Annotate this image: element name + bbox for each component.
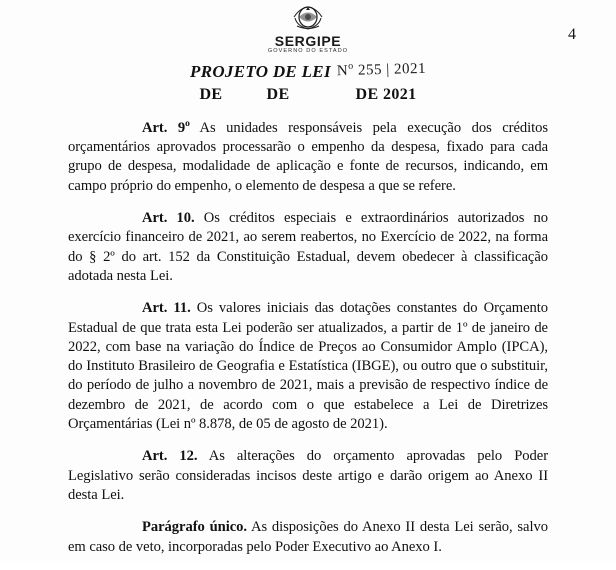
article-paragraph xyxy=(68,518,548,557)
document-body xyxy=(68,115,548,570)
date-line xyxy=(0,86,616,104)
article-paragraph xyxy=(68,115,548,196)
sergipe-state-crest-icon xyxy=(291,4,325,32)
document-title-row xyxy=(0,62,616,82)
document-number xyxy=(337,59,427,80)
page-number: 4 xyxy=(568,26,576,43)
brand-title: SERGIPE xyxy=(274,33,342,49)
brand-subtitle: GOVERNO DO ESTADO xyxy=(267,48,349,54)
document-number-prefix: N xyxy=(336,62,349,80)
article-paragraph xyxy=(68,209,548,286)
article-text: Os créditos especiais e extraordinários autorizados no exercício financeiro de 2021, ao serem reabertos, no Exercício de 2022, na forma do § 2º do art. 152 da Constituição Estadual, devem obedecer à classificação adotada nesta Lei. xyxy=(68,210,549,284)
article-label: Art. 12. xyxy=(142,448,198,465)
article-label: Art. 9 xyxy=(142,119,186,136)
article-label: Art. 11. xyxy=(142,300,191,317)
date-de-2: DE xyxy=(266,86,290,103)
article-paragraph xyxy=(68,447,548,505)
article-label: Art. 10. xyxy=(142,210,195,227)
document-header xyxy=(0,4,616,54)
document-number-sup: o xyxy=(347,60,354,72)
article-text: As disposições do Anexo II desta Lei serão, salvo em caso de veto, incorporadas pelo Poder Executivo ao Anexo I. xyxy=(68,519,548,555)
article-text: As alterações do orçamento aprovadas pelo Poder Legislativo serão consideradas incisos deste artigo e darão origem ao Anexo II desta Lei. xyxy=(68,448,548,503)
article-paragraph xyxy=(68,299,548,434)
article-text: As unidades responsáveis pela execução dos créditos orçamentários aprovados processarão o empenho da despesa, fixado para cada grupo de despesa, modalidade de aplicação e fonte de recursos, indicando, em campo próprio do empenho, o elemento de despesa a que se refere. xyxy=(68,119,549,194)
date-de-year: DE 2021 xyxy=(355,86,417,103)
article-label-sup: o xyxy=(185,119,190,129)
article-text: Os valores iniciais das dotações constantes do Orçamento Estadual de que trata esta Lei poderão ser atualizados, a partir de 1º de janeiro de 2022, com base na variação do Índice de Preços ao Consumidor Amplo (IPCA), do Instituto Brasileiro de Geografia e Estatística (IBGE), ou outro que o substituir, do período de julho a novembro de 2021, mais a previsão de respectivo índice de dezembro de 2021, de acordo com o que estabelece a Lei de Diretrizes Orçamentárias (Lei nº 8.878, de 05 de agosto de 2021). xyxy=(68,300,548,433)
document-number-value: 255 | 2021 xyxy=(357,60,427,79)
date-de-1: DE xyxy=(199,86,223,103)
document-title: PROJETO DE LEI xyxy=(190,62,331,81)
article-label: Parágrafo único. xyxy=(142,519,247,536)
